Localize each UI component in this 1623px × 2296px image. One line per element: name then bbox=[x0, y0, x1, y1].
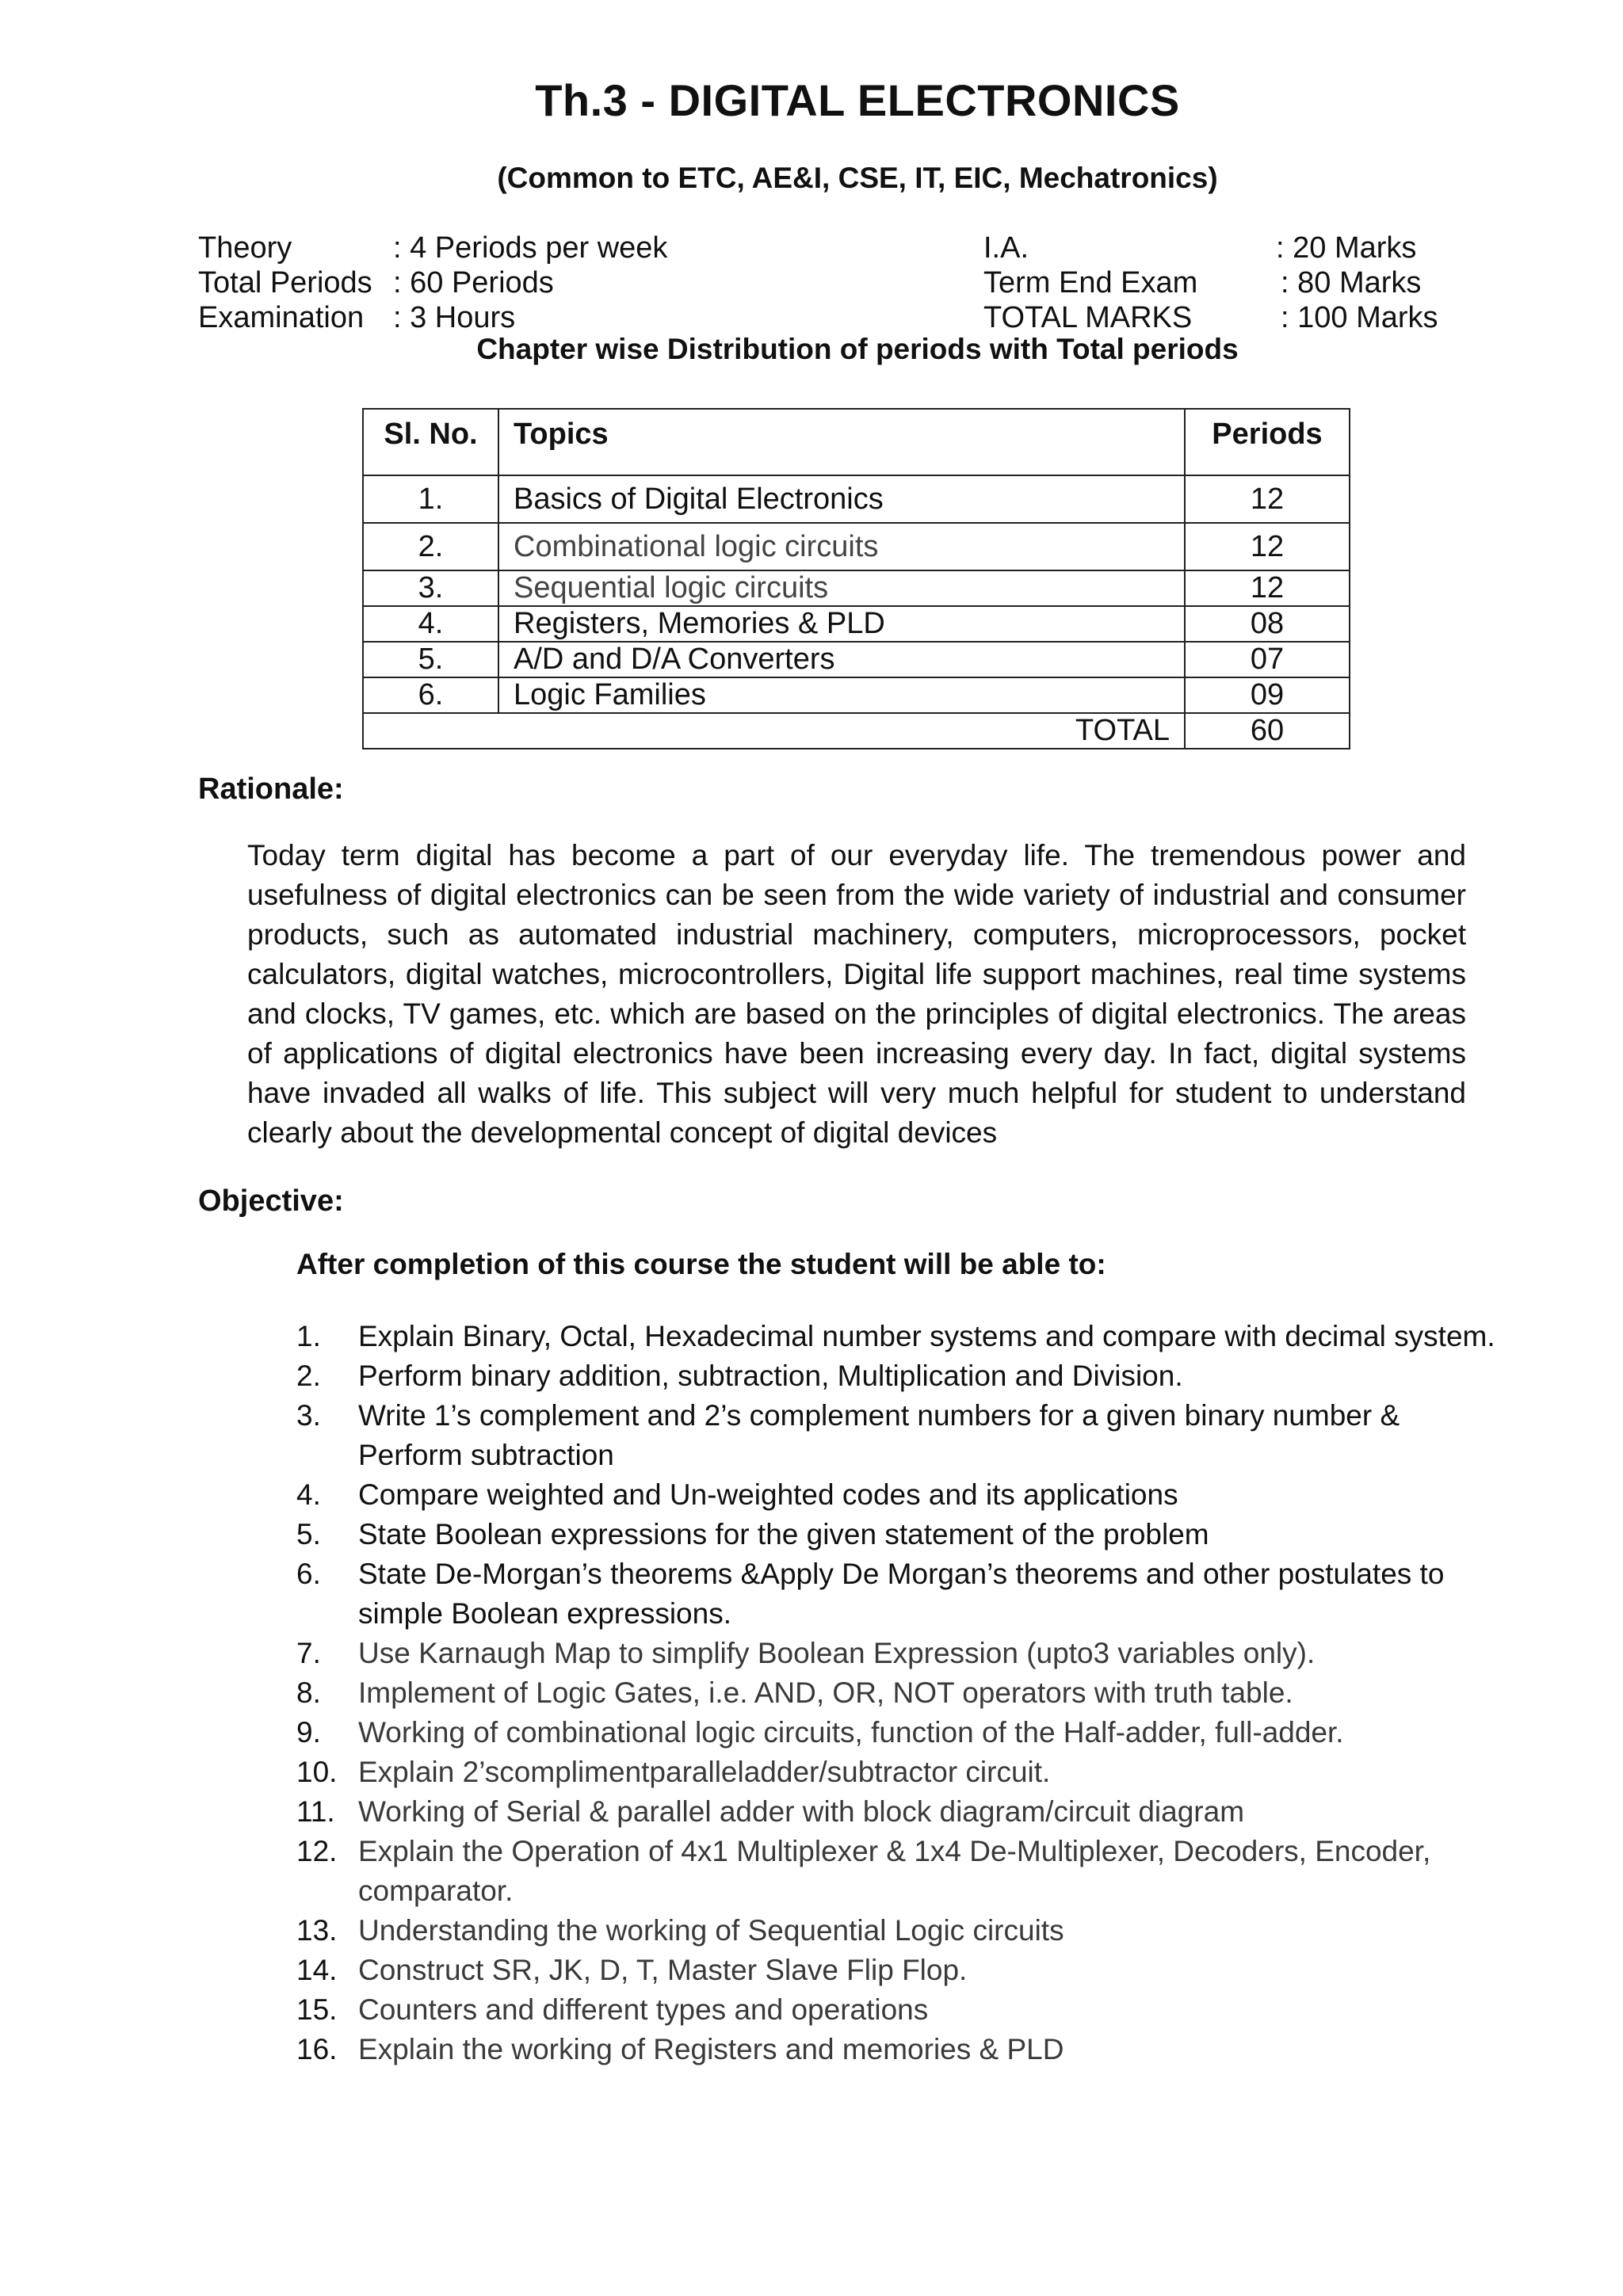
row-periods: 09 bbox=[1185, 677, 1350, 713]
total-marks-value: : 100 Marks bbox=[1281, 301, 1438, 334]
table-row bbox=[363, 570, 1350, 606]
objective-lead: After completion of this course the student will be able to: bbox=[296, 1248, 1106, 1280]
header-topics: Topics bbox=[498, 409, 1185, 475]
table-row bbox=[363, 523, 1350, 570]
list-item bbox=[296, 1673, 1501, 1713]
list-item bbox=[296, 1396, 1501, 1475]
list-item bbox=[296, 1475, 1501, 1515]
item-number: 6. bbox=[296, 1558, 321, 1590]
row-topic: Combinational logic circuits bbox=[498, 523, 1185, 570]
item-number: 15. bbox=[296, 1993, 338, 2026]
row-sl: 4. bbox=[363, 606, 498, 642]
total-periods-value: : 60 Periods bbox=[393, 266, 554, 299]
rationale-text: Today term digital has become a part of our everyday life. The tremendous power and usefulness of digital electronics can be seen from the wide variety of industrial and consumer products, such as automated industrial machinery, computers, microprocessors, pocket calculators, digital watches, microcontrollers, Digital life support machines, real time systems and clocks, TV games, etc. which are based on the principles of digital electronics. The areas of applications of digital electronics have been increasing every day. In fact, digital systems have invaded all walks of life. This subject will very much helpful for student to understand clearly about the developmental concept of digital devices bbox=[247, 839, 1466, 1149]
list-item bbox=[296, 1832, 1501, 1911]
table-total-row bbox=[363, 713, 1350, 749]
item-number: 16. bbox=[296, 2033, 338, 2065]
row-topic: A/D and D/A Converters bbox=[498, 642, 1185, 677]
total-value: 60 bbox=[1185, 713, 1350, 749]
ia-value: : 20 Marks bbox=[1276, 231, 1417, 265]
item-text: Counters and different types and operations bbox=[358, 1993, 929, 2026]
item-number: 14. bbox=[296, 1954, 338, 1986]
list-item bbox=[296, 1911, 1501, 1951]
table-row bbox=[363, 606, 1350, 642]
item-text: Write 1’s complement and 2’s complement numbers for a given binary number & Perform subtraction bbox=[358, 1399, 1400, 1471]
term-end-value: : 80 Marks bbox=[1281, 266, 1422, 299]
item-number: 1. bbox=[296, 1320, 321, 1352]
row-topic: Basics of Digital Electronics bbox=[498, 475, 1185, 523]
item-number: 12. bbox=[296, 1835, 338, 1867]
list-item bbox=[296, 1713, 1501, 1753]
row-periods: 12 bbox=[1185, 475, 1350, 523]
item-number: 4. bbox=[296, 1478, 321, 1511]
list-item bbox=[296, 2030, 1501, 2069]
item-number: 9. bbox=[296, 1716, 321, 1749]
row-periods: 08 bbox=[1185, 606, 1350, 642]
list-item bbox=[296, 1792, 1501, 1832]
row-sl: 2. bbox=[363, 523, 498, 570]
item-text: State De-Morgan’s theorems &Apply De Morgan’s theorems and other postulates to simple Boolean expressions. bbox=[358, 1558, 1445, 1630]
list-item bbox=[296, 1554, 1501, 1634]
item-text: Explain 2’scomplimentparalleladder/subtractor circuit. bbox=[358, 1756, 1051, 1788]
item-text: Construct SR, JK, D, T, Master Slave Flip Flop. bbox=[358, 1954, 968, 1986]
objective-heading: Objective: bbox=[198, 1184, 344, 1218]
list-item bbox=[296, 1317, 1501, 1356]
item-text: Explain Binary, Octal, Hexadecimal number systems and compare with decimal system. bbox=[358, 1320, 1495, 1352]
theory-value: : 4 Periods per week bbox=[393, 231, 668, 265]
row-sl: 6. bbox=[363, 677, 498, 713]
item-number: 11. bbox=[296, 1795, 335, 1828]
row-topic: Sequential logic circuits bbox=[498, 570, 1185, 606]
examination-value: : 3 Hours bbox=[393, 301, 516, 334]
item-text: Explain the Operation of 4x1 Multiplexer & 1x4 De-Multiplexer, Decoders, Encoder, comparator. bbox=[358, 1835, 1431, 1907]
rationale-heading: Rationale: bbox=[198, 772, 344, 806]
list-item bbox=[296, 1634, 1501, 1673]
item-number: 7. bbox=[296, 1637, 321, 1669]
list-item bbox=[296, 1356, 1501, 1396]
item-number: 3. bbox=[296, 1399, 321, 1432]
objectives-list bbox=[296, 1317, 1501, 2069]
row-periods: 12 bbox=[1185, 570, 1350, 606]
item-number: 10. bbox=[296, 1756, 338, 1788]
item-text: Compare weighted and Un-weighted codes and its applications bbox=[358, 1478, 1178, 1511]
list-item bbox=[296, 1753, 1501, 1792]
total-marks-label: TOTAL MARKS bbox=[983, 301, 1193, 334]
item-text: Understanding the working of Sequential Logic circuits bbox=[358, 1914, 1064, 1947]
header-periods: Periods bbox=[1185, 409, 1350, 475]
table-row bbox=[363, 475, 1350, 523]
row-sl: 3. bbox=[363, 570, 498, 606]
table-row bbox=[363, 642, 1350, 677]
item-text: Working of combinational logic circuits, function of the Half-adder, full-adder. bbox=[358, 1716, 1344, 1749]
item-number: 2. bbox=[296, 1360, 321, 1392]
table-header-row bbox=[363, 409, 1350, 475]
total-label: TOTAL bbox=[363, 713, 1185, 749]
item-text: State Boolean expressions for the given statement of the problem bbox=[358, 1518, 1209, 1550]
list-item bbox=[296, 1990, 1501, 2030]
item-text: Use Karnaugh Map to simplify Boolean Expression (upto3 variables only). bbox=[358, 1637, 1316, 1669]
row-topic: Registers, Memories & PLD bbox=[498, 606, 1185, 642]
distribution-heading: Chapter wise Distribution of periods with Total periods bbox=[476, 333, 1239, 365]
ia-label: I.A. bbox=[983, 231, 1029, 265]
item-number: 8. bbox=[296, 1676, 321, 1709]
periods-table bbox=[362, 408, 1350, 749]
list-item bbox=[296, 1515, 1501, 1554]
term-end-label: Term End Exam bbox=[983, 266, 1198, 299]
row-periods: 12 bbox=[1185, 523, 1350, 570]
header-sl-no: Sl. No. bbox=[363, 409, 498, 475]
item-text: Perform binary addition, subtraction, Multiplication and Division. bbox=[358, 1360, 1183, 1392]
item-text: Implement of Logic Gates, i.e. AND, OR, NOT operators with truth table. bbox=[358, 1676, 1293, 1709]
examination-label: Examination bbox=[198, 301, 365, 334]
row-periods: 07 bbox=[1185, 642, 1350, 677]
row-sl: 1. bbox=[363, 475, 498, 523]
table-row bbox=[363, 677, 1350, 713]
list-item bbox=[296, 1951, 1501, 1990]
theory-label: Theory bbox=[198, 231, 292, 265]
item-text: Explain the working of Registers and memories & PLD bbox=[358, 2033, 1064, 2065]
total-periods-label: Total Periods bbox=[198, 266, 372, 299]
item-text: Working of Serial & parallel adder with block diagram/circuit diagram bbox=[358, 1795, 1245, 1828]
item-number: 13. bbox=[296, 1914, 338, 1947]
page-title: Th.3 - DIGITAL ELECTRONICS bbox=[535, 75, 1180, 125]
row-topic: Logic Families bbox=[498, 677, 1185, 713]
row-sl: 5. bbox=[363, 642, 498, 677]
course-subtitle: (Common to ETC, AE&I, CSE, IT, EIC, Mechatronics) bbox=[497, 162, 1218, 194]
item-number: 5. bbox=[296, 1518, 321, 1550]
